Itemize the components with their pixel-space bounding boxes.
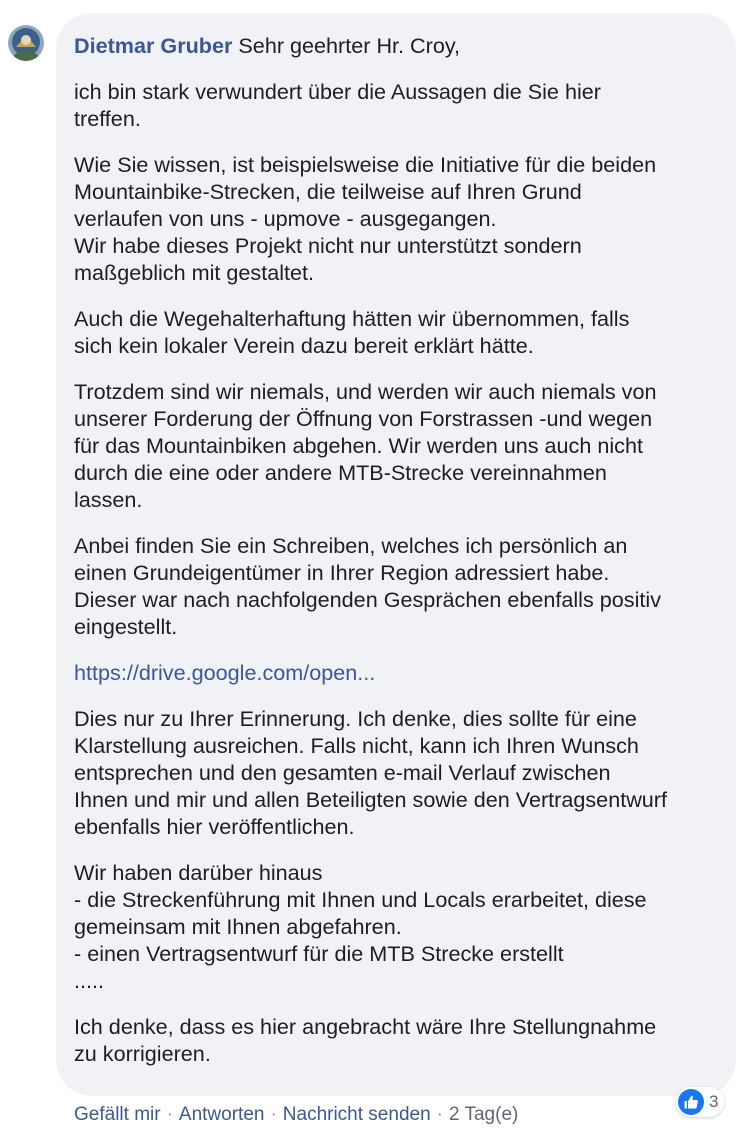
author-name[interactable]: Dietmar Gruber bbox=[74, 33, 233, 58]
reaction-summary[interactable] bbox=[676, 1087, 724, 1117]
comment-paragraph: Ich denke, dass es hier angebracht wäre Ihre Stellungnahme zu korrigieren. bbox=[74, 1014, 657, 1066]
separator: · bbox=[270, 1104, 277, 1125]
comment-paragraph: Wir haben darüber hinaus - die Streckenführung mit Ihnen und Locals erarbeitet, diese gemeinsam mit Ihnen abgefahren. - einen Vertragsentwurf für die MTB Strecke erstellt ..... bbox=[74, 860, 647, 993]
separator: · bbox=[436, 1104, 443, 1125]
comment-timestamp[interactable]: 2 Tag(e) bbox=[448, 1104, 519, 1125]
send-message-action[interactable]: Nachricht senden bbox=[282, 1104, 431, 1125]
comment-paragraph: Trotzdem sind wir niemals, und werden wir auch niemals von unserer Forderung der Öffnung von Forstrassen -und wegen für das Mountainbiken abgehen. Wir werden uns auch nicht durch die eine oder andere MTB-Strecke vereinnahmen lassen. bbox=[74, 379, 657, 512]
comment-paragraph: Dies nur zu Ihrer Erinnerung. Ich denke, dies sollte für eine Klarstellung ausreichen. Falls nicht, kann ich Ihren Wunsch entsprechen und den gesamten e-mail Verlauf zwischen Ihnen und mir und allen Beteiligten sowie den Vertragsentwurf ebenfalls hier veröffentlichen. bbox=[74, 706, 667, 839]
comment-paragraph: Wie Sie wissen, ist beispielsweise die Initiative für die beiden Mountainbike-Strecken, die teilweise auf Ihren Grund verlaufen von uns - upmove - ausgegangen. Wir habe dieses Projekt nicht nur unterstützt sondern maßgeblich mit gestaltet. bbox=[74, 152, 657, 285]
like-icon bbox=[678, 1089, 704, 1115]
comment-actions bbox=[74, 1103, 518, 1127]
comment-paragraph: Auch die Wegehalterhaftung hätten wir übernommen, falls sich kein lokaler Verein dazu bereit erklärt hätte. bbox=[74, 306, 630, 358]
avatar[interactable] bbox=[8, 25, 44, 61]
reaction-count: 3 bbox=[709, 1092, 719, 1111]
comment-bubble bbox=[56, 13, 736, 1096]
avatar-image bbox=[8, 25, 44, 61]
comment-opening: Sehr geehrter Hr. Croy, bbox=[232, 33, 461, 58]
comment-paragraph: ich bin stark verwundert über die Aussagen die Sie hier treffen. bbox=[74, 79, 601, 131]
drive-link[interactable]: https://drive.google.com/open... bbox=[74, 660, 376, 685]
comment-first-line bbox=[74, 32, 718, 59]
reply-action[interactable]: Antworten bbox=[178, 1104, 265, 1125]
comment-link-line bbox=[74, 659, 718, 686]
separator: · bbox=[166, 1104, 173, 1125]
comment-paragraph: Anbei finden Sie ein Schreiben, welches ich persönlich an einen Grundeigentümer in Ihrer Region adressiert habe. Dieser war nach nachfolgenden Gesprächen ebenfalls positiv eingestellt. bbox=[74, 533, 661, 639]
like-action[interactable]: Gefällt mir bbox=[74, 1104, 161, 1125]
